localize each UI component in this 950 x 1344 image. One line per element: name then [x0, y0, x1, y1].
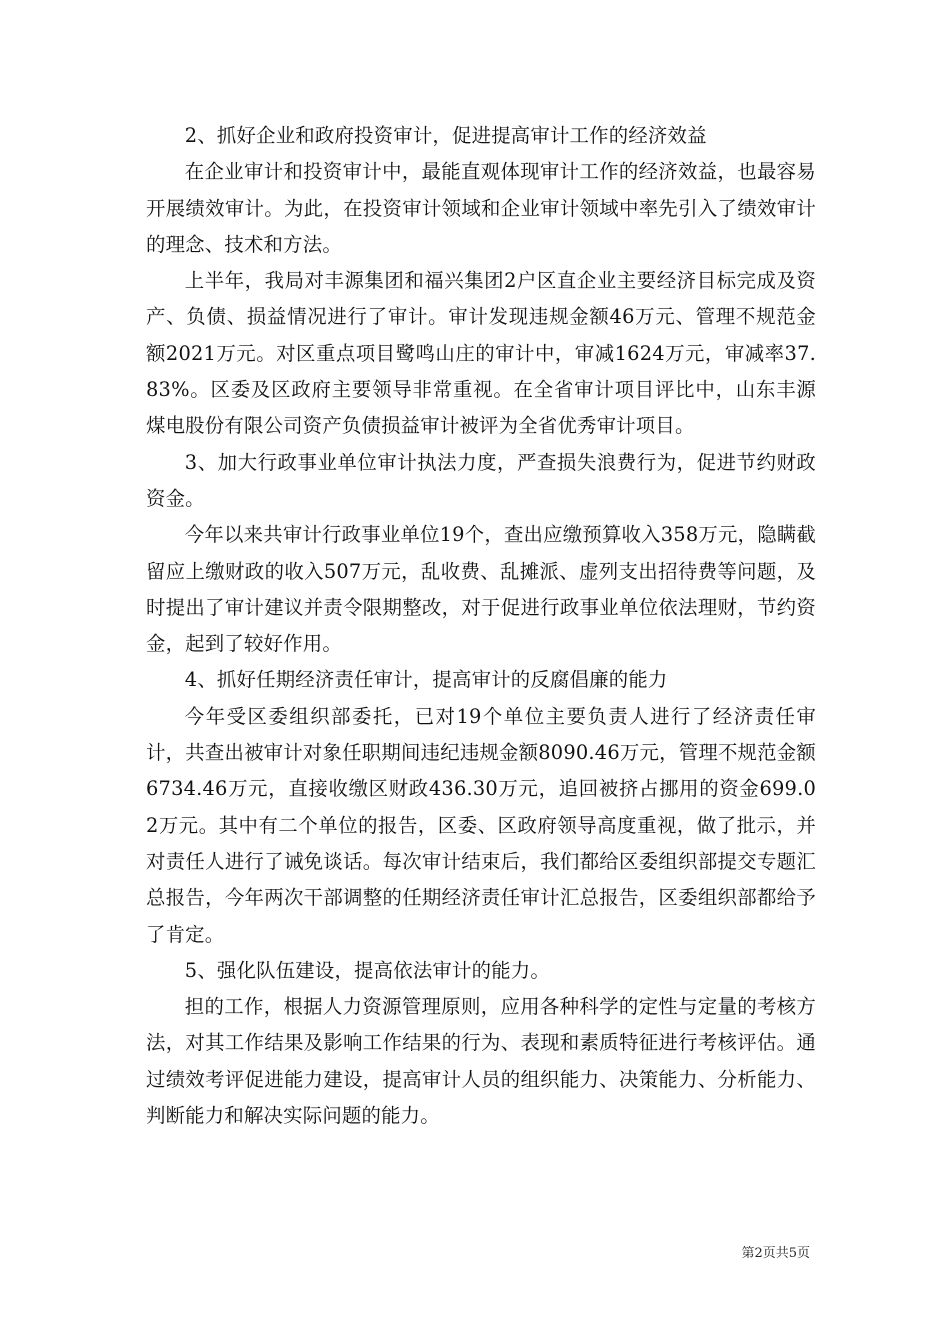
section-heading-economic-responsibility-audit: 4、抓好任期经济责任审计，提高审计的反腐倡廉的能力: [184, 668, 668, 692]
body-paragraph: 今年以来共审计行政事业单位19个，查出应缴预算收入358万元，隐瞒截留应上缴财政的收入507万元，乱收费、乱摊派、虚列支出招待费等问题，及时提出了审计建议并责令限期整改，对于促进行政事业单位依法理财，节约资金，起到了较好作用。: [146, 523, 816, 656]
page-number: 第2页共5页: [741, 1246, 810, 1261]
body-paragraph: 上半年，我局对丰源集团和福兴集团2户区直企业主要经济目标完成及资产、负债、损益情况进行了审计。审计发现违规金额46万元、管理不规范金额2021万元。对区重点项目鹭鸣山庄的审计中，审减1624万元，审减率37.83%。区委及区政府主要领导非常重视。在全省审计项目评比中，山东丰源煤电股份有限公司资产负债损益审计被评为全省优秀审计项目。: [146, 269, 816, 438]
body-paragraph: 担的工作，根据人力资源管理原则，应用各种科学的定性与定量的考核方法，对其工作结果及影响工作结果的行为、表现和素质特征进行考核评估。通过绩效考评促进能力建设，提高审计人员的组织能力、决策能力、分析能力、判断能力和解决实际问题的能力。: [146, 995, 816, 1128]
section-heading-team-building: 5、强化队伍建设，提高依法审计的能力。: [184, 958, 550, 982]
section-heading-enterprise-audit: 2、抓好企业和政府投资审计，促进提高审计工作的经济效益: [184, 124, 707, 147]
body-paragraph: 今年受区委组织部委托，已对19个单位主要负责人进行了经济责任审计，共查出被审计对象任职期间违纪违规金额8090.46万元，管理不规范金额6734.46万元，直接收缴区财政436.30万元，追回被挤占挪用的资金699.02万元。其中有二个单位的报告，区委、区政府领导高度重视，做了批示，并对责任人进行了诫免谈话。每次审计结束后，我们都给区委组织部提交专题汇总报告，今年两次干部调整的任期经济责任审计汇总报告，区委组织部都给予了肯定。: [146, 704, 816, 946]
document-body: [146, 118, 816, 1134]
body-paragraph: 在企业审计和投资审计中，最能直观体现审计工作的经济效益，也最容易开展绩效审计。为此，在投资审计领域和企业审计领域中率先引入了绩效审计的理念、技术和方法。: [146, 160, 816, 256]
section-heading-administrative-audit: 3、加大行政事业单位审计执法力度，严查损失浪费行为，促进节约财政资金。: [146, 450, 816, 510]
